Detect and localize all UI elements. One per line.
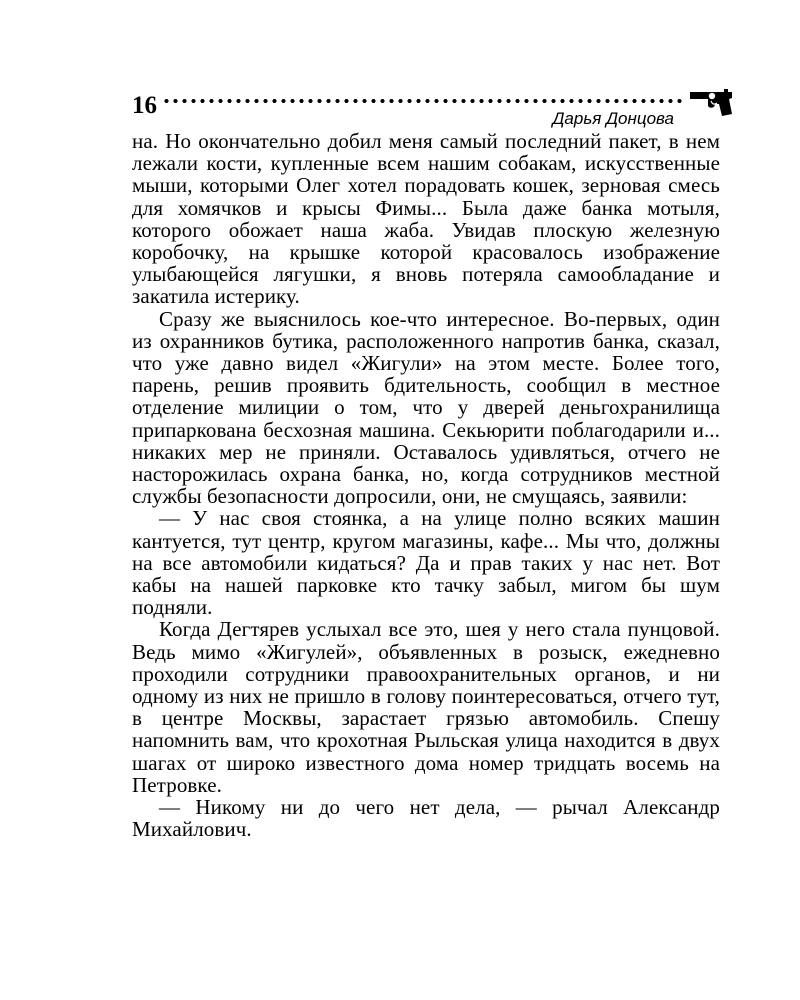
page-number: 16 (132, 92, 157, 119)
paragraph: на. Но окончательно добил меня самый последний пакет, в нем лежали кости, купленные всем нашим собакам, искусственные мыши, которыми Олег хотел порадовать кошек, зерновая смесь для хомячков и крысы Фимы... Была даже банка мотыля, которого обожает наша жаба. Увидав плоскую железную коробочку, на крышке которой красовалось изображение улыбающейся лягушки, я вновь потеряла самообладание и закатила истерику. (132, 129, 720, 309)
author-name: Дарья Донцова (552, 109, 674, 128)
body-text (132, 130, 720, 841)
running-header (132, 84, 738, 128)
dotted-leader (162, 97, 682, 105)
paragraph: — У нас своя стоянка, а на улице полно всяких машин кантуется, тут центр, кругом магазины, кафе... Мы что, должны на все автомобили кидаться? Да и прав таких у нас нет. Вот кабы на нашей парковке кто тачку забыл, мигом бы шум подняли. (132, 506, 720, 620)
paragraph: — Никому ни до чего нет дела, — рычал Александр Михайлович. (132, 795, 720, 842)
revolver-icon (688, 84, 738, 118)
paragraph: Когда Дегтярев услыхал все это, шея у него стала пунцовой. Ведь мимо «Жигулей», объявленных в розыск, ежедневно проходили сотрудники правоохранительных органов, и ни одному из них не пришло в голову поинтересоваться, отчего тут, в центре Москвы, зарастает грязью автомобиль. Спешу напомнить вам, что крохотная Рыльская улица находится в двух шагах от широко известного дома номер тридцать восемь на Петровке. (132, 617, 720, 797)
paragraph: Сразу же выяснилось кое-что интересное. Во-первых, один из охранников бутика, расположенного напротив банка, сказал, что уже давно видел «Жигули» на этом месте. Более того, парень, решив проявить бдительность, сообщил в местное отделение милиции о том, что у дверей деньгохранилища припаркована бесхозная машина. Секьюрити поблагодарили и... никаких мер не приняли. Оставалось удивляться, отчего не насторожилась охрана банка, но, когда сотрудников местной службы безопасности допросили, они, не смущаясь, заявили: (132, 306, 720, 509)
